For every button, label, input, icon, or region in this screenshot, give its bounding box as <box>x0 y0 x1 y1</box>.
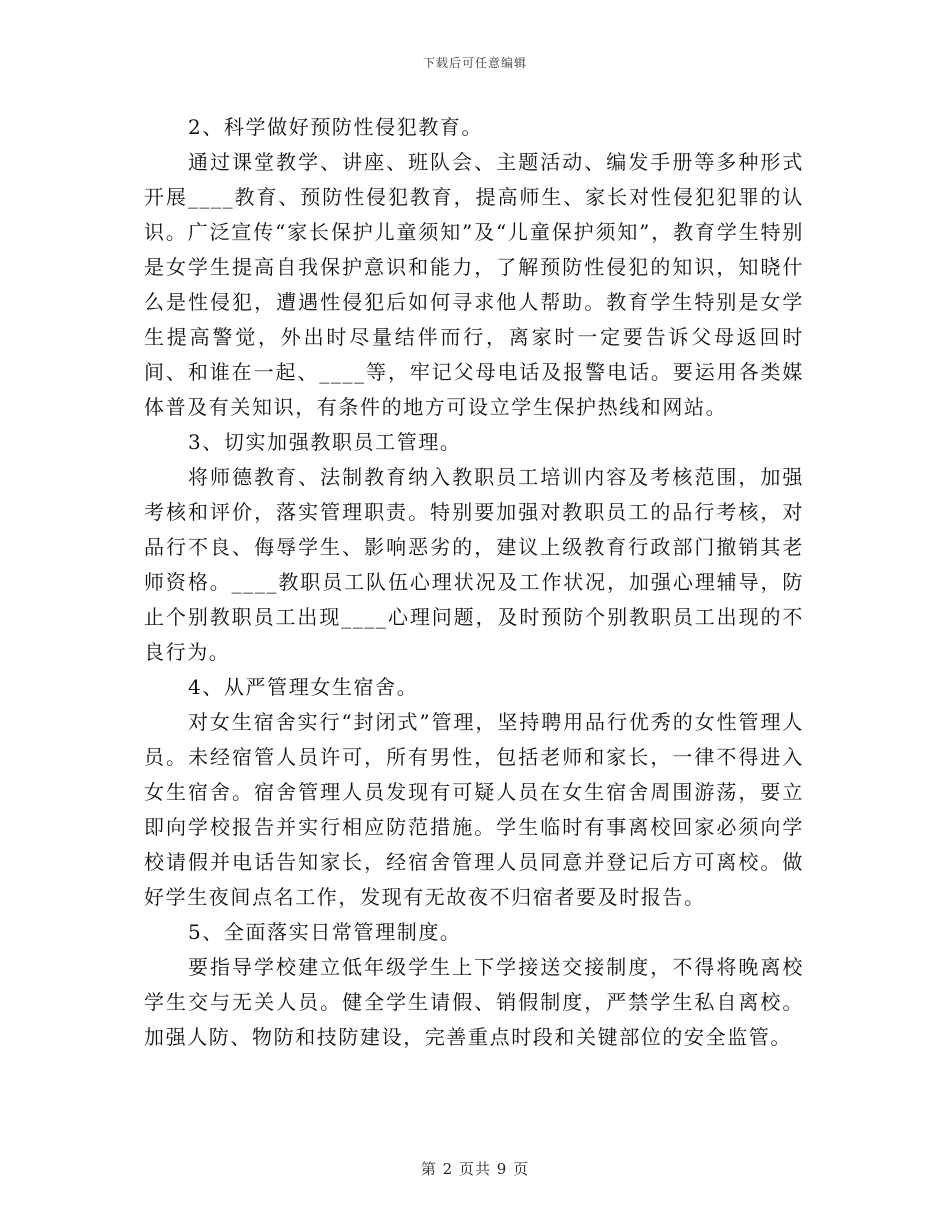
section-paragraph-5: 要指导学校建立低年级学生上下学接送交接制度，不得将晚离校学生交与无关人员。健全学生请假、销假制度，严禁学生私自离校。加强人防、物防和技防建设，完善重点时段和关键部位的安全监管。 <box>144 955 804 1049</box>
section-heading-3: 3、切实加强教职员工管理。 <box>188 430 462 454</box>
section-heading-2: 2、科学做好预防性侵犯教育。 <box>188 115 484 139</box>
document-body <box>144 110 804 1055</box>
page-header: 下载后可任意编辑 <box>422 56 527 70</box>
section-heading-4: 4、从严管理女生宿舍。 <box>188 675 419 699</box>
section-paragraph-3: 将师德教育、法制教育纳入教职员工培训内容及考核范围，加强考核和评价，落实管理职责。特别要加强对教职员工的品行考核，对品行不良、侮辱学生、影响恶劣的，建议上级教育行政部门撤销其老师资格。____教职员工队伍心理状况及工作状况，加强心理辅导，防止个别教职员工出现____心理问题，及时预防个别教职员工出现的不良行为。 <box>144 465 804 664</box>
page-number: 第 2 页共 9 页 <box>420 1160 530 1178</box>
section-paragraph-4: 对女生宿舍实行“封闭式”管理，坚持聘用品行优秀的女性管理人员。未经宿管人员许可，所有男性，包括老师和家长，一律不得进入女生宿舍。宿舍管理人员发现有可疑人员在女生宿舍周围游荡，要立即向学校报告并实行相应防范措施。学生临时有事离校回家必须向学校请假并电话告知家长，经宿舍管理人员同意并登记后方可离校。做好学生夜间点名工作，发现有无故夜不归宿者要及时报告。 <box>144 710 804 909</box>
section-paragraph-2: 通过课堂教学、讲座、班队会、主题活动、编发手册等多种形式开展____教育、预防性侵犯教育，提高师生、家长对性侵犯犯罪的认识。广泛宣传“家长保护儿童须知”及“儿童保护须知”，教育学生特别是女学生提高自我保护意识和能力，了解预防性侵犯的知识，知晓什么是性侵犯，遭遇性侵犯后如何寻求他人帮助。教育学生特别是女学生提高警觉，外出时尽量结伴而行，离家时一定要告诉父母返回时间、和谁在一起、____等，牢记父母电话及报警电话。要运用各类媒体普及有关知识，有条件的地方可设立学生保护热线和网站。 <box>144 150 804 419</box>
section-heading-5: 5、全面落实日常管理制度。 <box>188 920 462 944</box>
